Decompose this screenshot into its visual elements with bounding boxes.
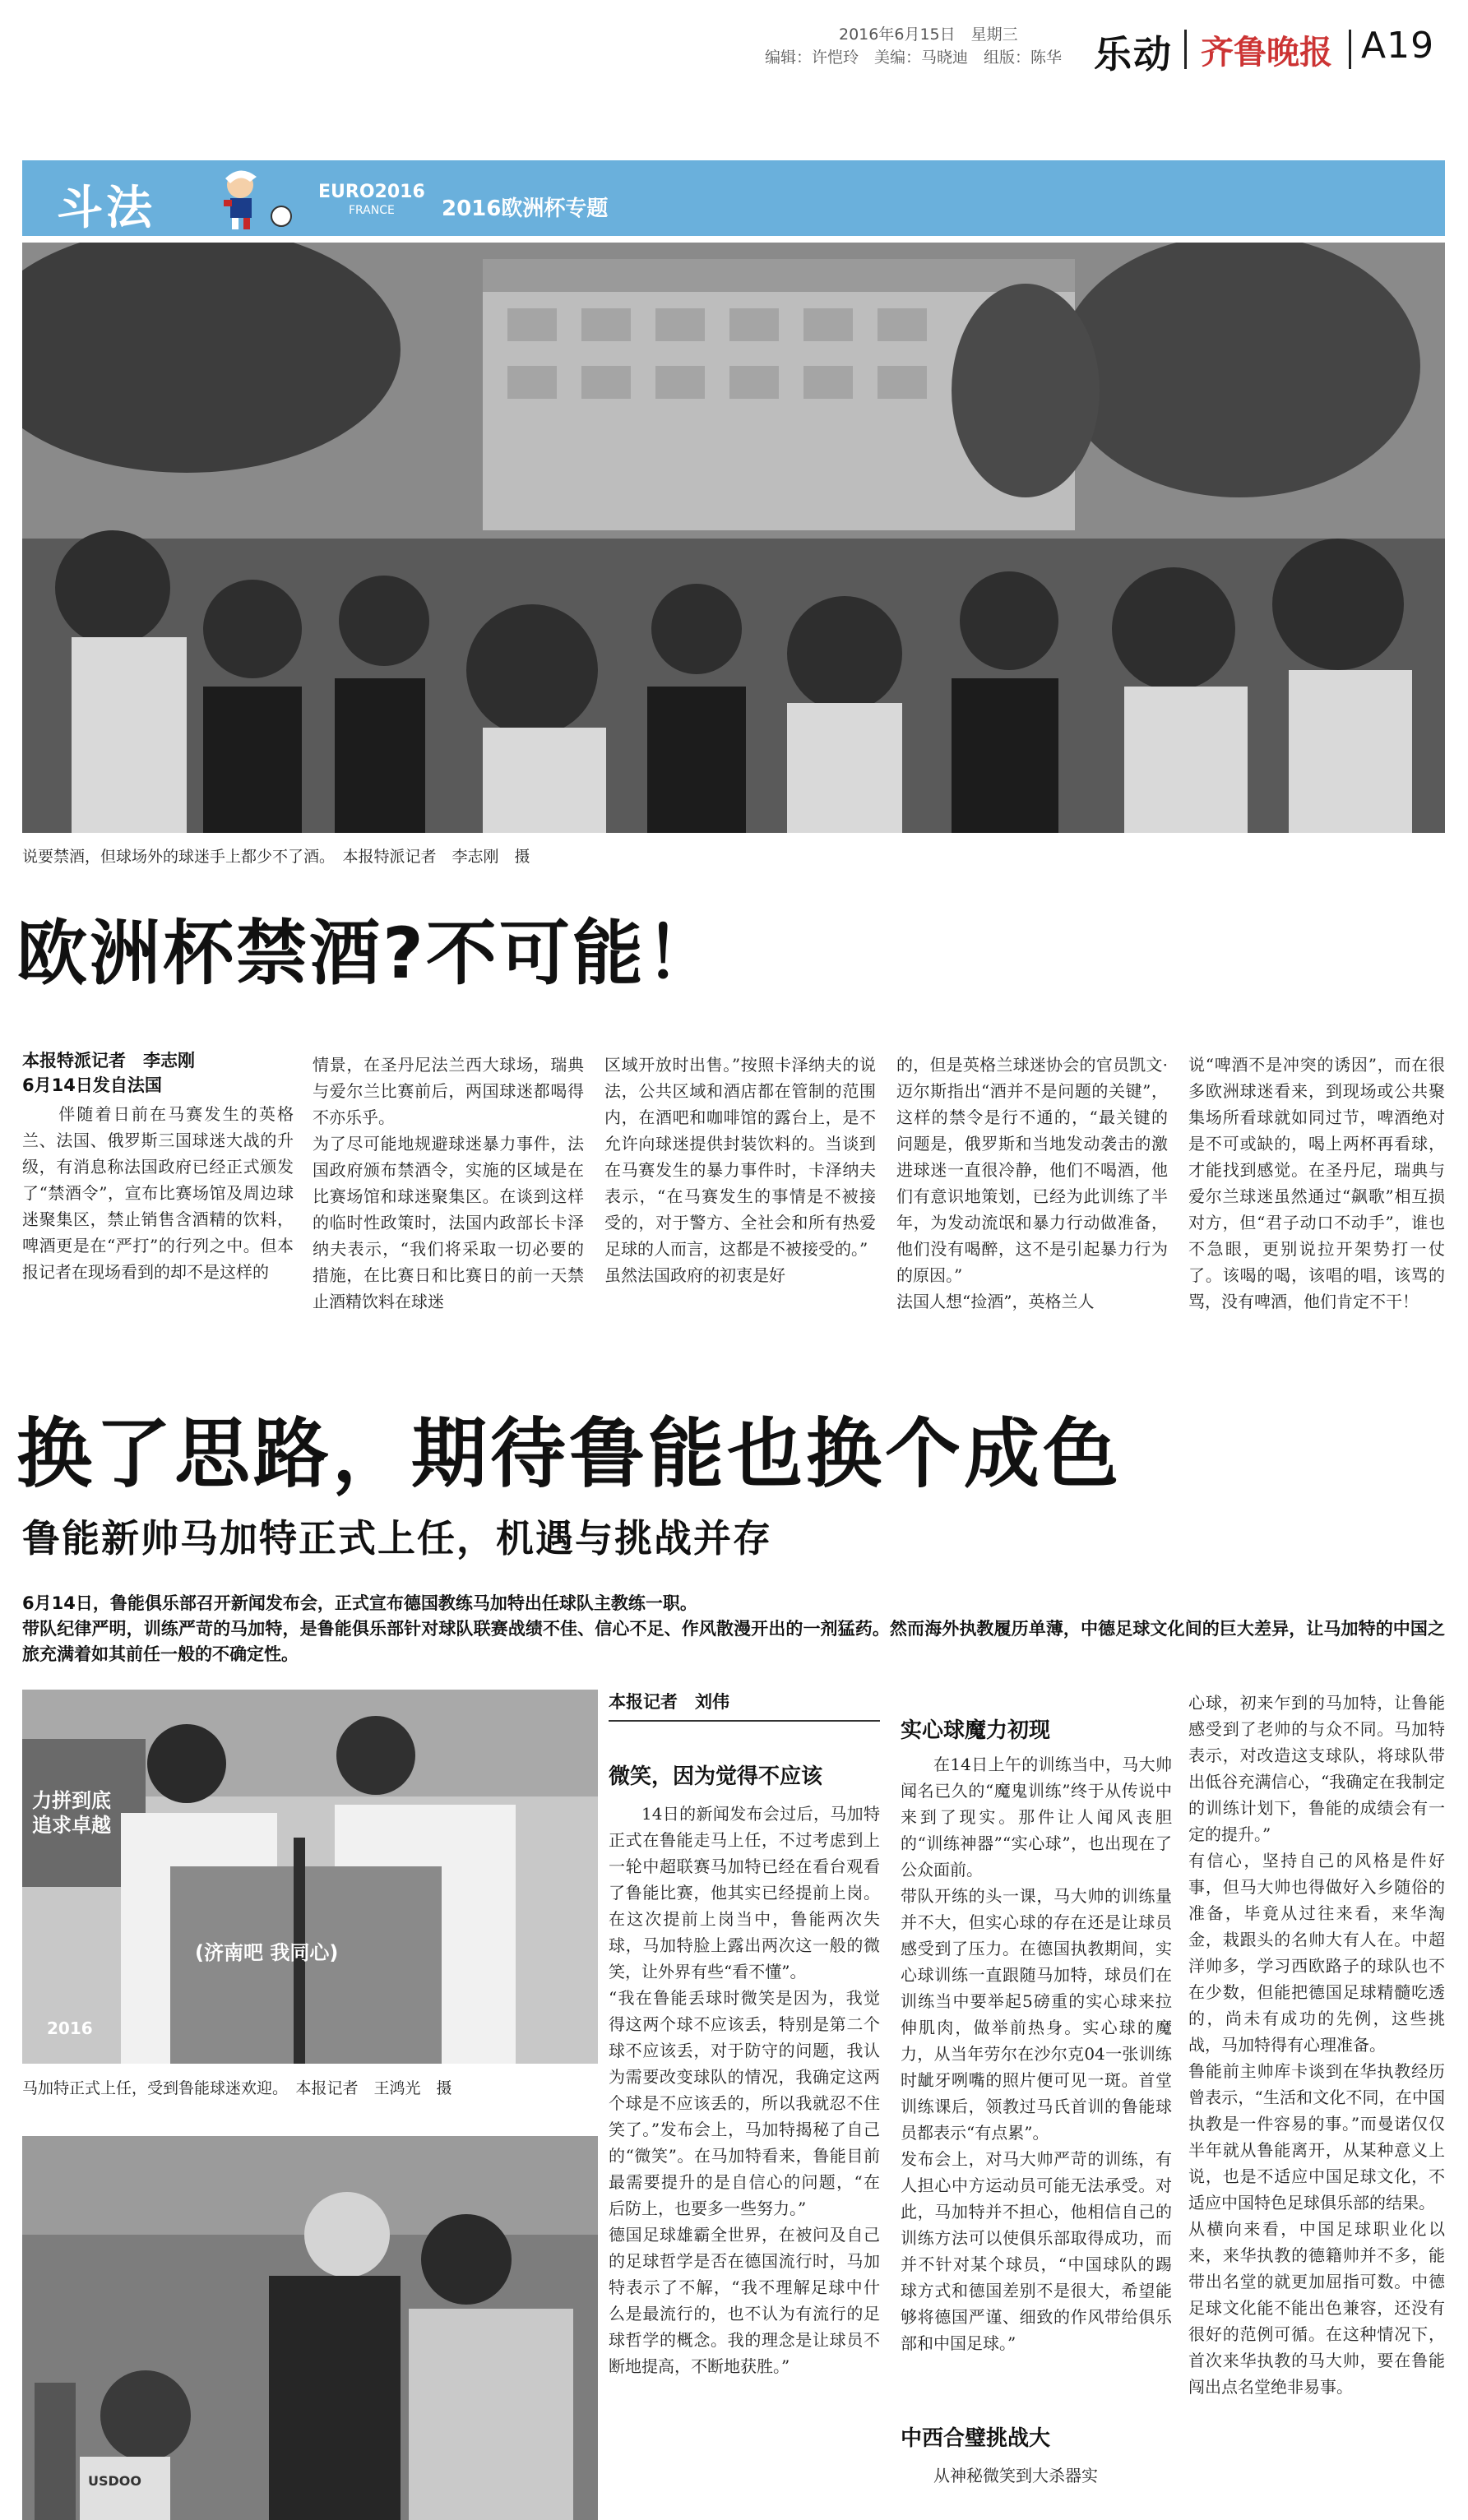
euro-logo-line2: FRANCE	[348, 204, 395, 217]
editors-credit: 编辑：许恺玲 美编：马晓迪 组版：陈华	[765, 49, 1063, 67]
paper-logo: 齐鲁晚报	[1201, 33, 1332, 72]
story2-text-colA: 14日的新闻发布会过后，马加特正式在鲁能走马上任，不过考虑到上一轮中超联赛马加特已经在看台观看了鲁能比赛，他其实已经提前上岗。在这次提前上岗当中，鲁能两次失球，马加特脸上露出两次这一般的微笑，让外界有些“看不懂”。 “我在鲁能丢球时微笑是因为，我觉得这两个球不应该丢，特别是第二个球不应该丢，对于防守的问题，我认为需要改变球队的情况，我确定这两个球是不应该丢的，所以我就忍不住笑了。”发布会上，马加特揭秘了自己的“微笑”。在马加特看来，鲁能目前最需要提升的是自信心的问题，“在后防上，也要多一些努力。” 德国足球雄霸全世界，在被问及自己的足球哲学是否在德国流行时，马加特表示了不解，“我不理解足球中什么是最流行的，也不认为有流行的足球哲学的概念。我的理念是让球员不断地提高，不断地获胜。”	[609, 1804, 880, 2376]
story2-text-colB-tail: 从神秘微笑到大杀器实	[933, 2466, 1098, 2485]
photo1-year: 2016	[47, 2018, 93, 2038]
story1-text-col4: 的，但是英格兰球迷协会的官员凯文·迈尔斯指出“酒并不是问题的关键”，这样的禁令是行不通的，“最关键的问题是，俄罗斯和当地发动袭击的激进球迷一直很冷静，他们不喝酒，他们有意识地策划，已经为此训练了半年，为发动流氓和暴力行动做准备，他们没有喝醉，这不是引起暴力行为的原因。” 法国人想“捡酒”，英格兰人	[896, 1055, 1168, 1311]
topic-banner	[22, 160, 1445, 236]
section-title: 乐动	[1094, 32, 1173, 76]
euro-logo-line1: EURO2016	[318, 182, 425, 202]
press-conference-image	[22, 1690, 598, 2064]
fans-signing-image	[22, 2136, 598, 2520]
weekday: 星期三	[970, 25, 1018, 44]
header-divider	[1349, 30, 1351, 69]
story1-headline: 欧洲杯禁酒?不可能！	[16, 913, 719, 995]
story2-subhead1: 微笑，因为觉得不应该	[609, 1764, 823, 1789]
press-conference-photo	[22, 1690, 598, 2064]
story2-lead: 6月14日，鲁能俱乐部召开新闻发布会，正式宣布德国教练马加特出任球队主教练一职。 带队纪律严明，训练严苛的马加特，是鲁能俱乐部针对球队联赛战绩不佳、信心不足、作风散漫开出的一剂猛药。然而海外执教履历单薄，中德足球文化间的巨大差异，让马加特的中国之旅充满着如其前任一般的不确定性。	[22, 1593, 1445, 1664]
story1-text-col5: 说“啤酒不是冲突的诱因”，而在很多欧洲球迷看来，到现场或公共聚集场所看球就如同过节，啤酒绝对是不可或缺的，喝上两杯再看球，才能找到感觉。在圣丹尼，瑞典与爱尔兰球迷虽然通过“飙歌”相互损对方，但“君子动口不动手”，谁也不急眼，更别说拉开架势打一仗了。该喝的喝，该唱的唱，该骂的骂，没有啤酒，他们肯定不干！	[1188, 1055, 1445, 1311]
photo-caption: 说要禁酒，但球场外的球迷手上都少不了酒。 本报特派记者 李志刚 摄	[22, 848, 530, 866]
story2-text-colB: 在14日上午的训练当中，马大帅闻名已久的“魔鬼训练”终于从传说中来到了现实。那件让人闻风丧胆的“训练神器”“实心球”，也出现在了公众面前。 带队开练的头一课，马大帅的训练量并不大，但实心球的存在还是让球员感受到了压力。在德国执教期间，实心球训练一直跟随马加特，球员们在训练当中要举起5磅重的实心球来拉伸肌肉，做举前热身。实心球的魔力，从当年劳尔在沙尔克04一张训练时龇牙咧嘴的照片便可见一斑。首堂训练课后，领教过马氏首训的鲁能球员都表示“有点累”。 发布会上，对马大帅严苛的训练，有人担心中方运动员可能无法承受。对此，马加特并不担心，他相信自己的训练方法可以使俱乐部取得成功，而并不针对某个球员，“中国球队的踢球方式和德国差别不是很大，希望能够将德国严谨、细致的作风带给俱乐部和中国足球。”	[901, 1755, 1172, 2353]
banner-logo: 斗法	[57, 182, 155, 235]
story2-text-colC: 心球，初来乍到的马加特，让鲁能感受到了老帅的与众不同。马加特表示，对改造这支球队，将球队带出低谷充满信心，“我确定在我制定的训练计划下，鲁能的成绩会有一定的提升。” 有信心，坚持自己的风格是件好事，但马大帅也得做好入乡随俗的准备，毕竟从过往来看，来华淘金，栽跟头的名帅大有人在。中超洋帅多，学习西欧路子的球队也不在少数，但能把德国足球精髓吃透的，尚未有成功的先例，这些挑战，马加特得有心理准备。 鲁能前主帅库卡谈到在华执教经历曾表示，“生活和文化不同，在中国执教是一件容易的事。”而曼诺仅仅半年就从鲁能离开，从某种意义上说，也是不适应中国足球文化，不适应中国特色足球俱乐部的结果。 从横向来看，中国足球职业化以来，来华执教的德籍帅并不多，能带出名堂的就更加屈指可数。中德足球文化能不能出色兼容，还没有很好的范例可循。在这种情况下，首次来华执教的马大帅，要在鲁能闯出点名堂绝非易事。	[1188, 1693, 1445, 2397]
story1-col1	[22, 1048, 294, 1285]
photo1-backdrop-slogan: 力拼到底 追求卓越	[32, 1789, 111, 1837]
mascot-icon	[207, 167, 306, 231]
story1-byline-dateline: 6月14日发自法国	[22, 1075, 162, 1095]
story2-subheadline: 鲁能新帅马加特正式上任，机遇与挑战并存	[22, 1516, 772, 1561]
byline-rule	[609, 1720, 880, 1722]
story2-byline: 本报记者 刘伟	[609, 1692, 729, 1712]
issue-date	[839, 25, 1018, 45]
fans-photo-image	[22, 243, 1445, 833]
story1-text-col1: 伴随着日前在马赛发生的英格兰、法国、俄罗斯三国球迷大战的升级，有消息称法国政府已经正式颁发了“禁酒令”，宣布比赛场馆及周边球迷聚集区，禁止销售含酒精的饮料，啤酒更是在“严打”的行列之中。但本报记者在现场看到的却不是这样的	[22, 1104, 294, 1282]
story1-byline-reporter: 本报特派记者 李志刚	[22, 1051, 195, 1070]
story2-subhead2: 实心球魔力初现	[901, 1718, 1051, 1743]
photo2-sign-text: USDOO	[88, 2473, 141, 2489]
fans-signing-photo	[22, 2136, 598, 2520]
photo1-jersey-text: (济南吧 我同心)	[195, 1941, 339, 1964]
story2-headline: 换了思路，期待鲁能也换个成色	[16, 1410, 1123, 1498]
date: 2016年6月15日	[839, 25, 956, 44]
page-number: A19	[1361, 25, 1435, 67]
header-divider	[1184, 30, 1187, 69]
story2-subhead3: 中西合璧挑战大	[901, 2426, 1051, 2451]
banner-subtitle: 2016欧洲杯专题	[442, 197, 609, 221]
euro2016-logo	[318, 183, 425, 220]
fans-photo	[22, 243, 1445, 833]
story1-text-col2: 情景，在圣丹尼法兰西大球场，瑞典与爱尔兰比赛前后，两国球迷都喝得不亦乐乎。 为了尽可能地规避球迷暴力事件，法国政府颁布禁酒令，实施的区域是在比赛场馆和球迷聚集区。在谈到这样的临时性政策时，法国内政部长卡泽纳夫表示，“我们将采取一切必要的措施，在比赛日和比赛日的前一天禁止酒精饮料在球迷	[313, 1055, 584, 1311]
photo1-caption: 马加特正式上任，受到鲁能球迷欢迎。 本报记者 王鸿光 摄	[22, 2079, 452, 2097]
story1-text-col3: 区域开放时出售。”按照卡泽纳夫的说法，公共区域和酒店都在管制的范围内，在酒吧和咖啡馆的露台上，是不允许向球迷提供封装饮料的。当谈到在马赛发生的暴力事件时，卡泽纳夫表示，“在马赛发生的事情是不被接受的，对于警方、全社会和所有热爱足球的人而言，这都是不被接受的。” 虽然法国政府的初衷是好	[604, 1055, 876, 1285]
